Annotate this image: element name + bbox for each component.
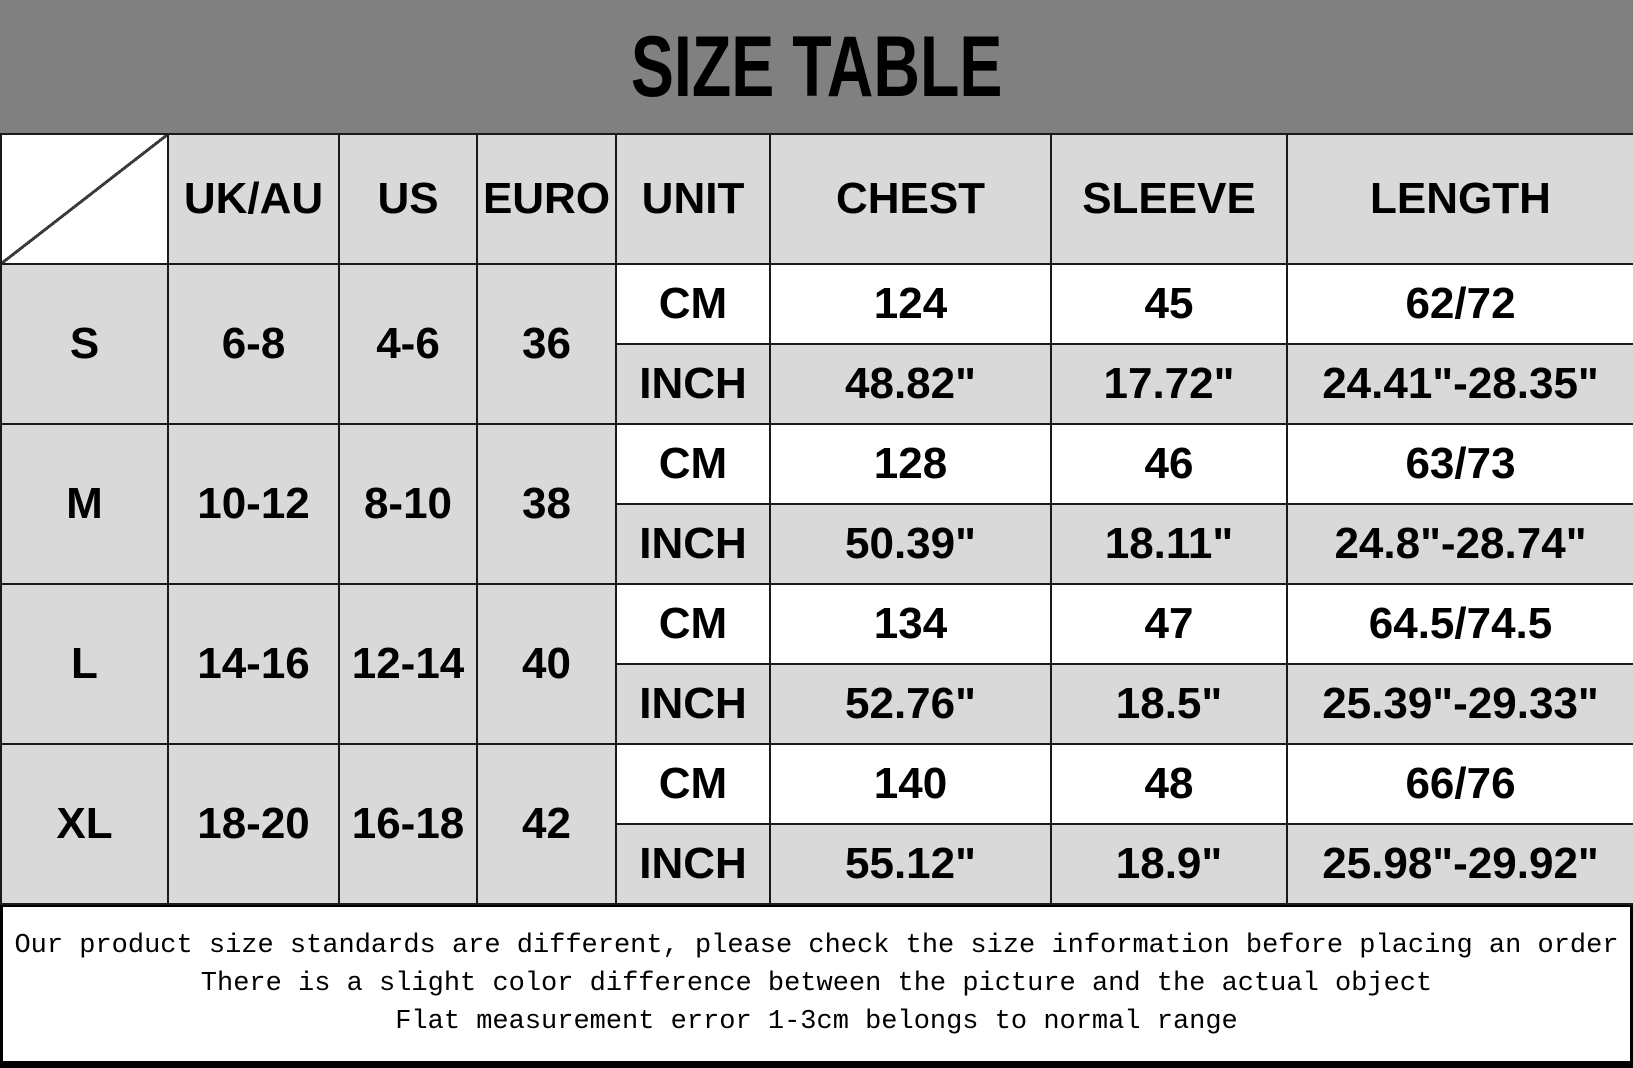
sleeve-cm-cell: 48 bbox=[1051, 744, 1287, 824]
col-header-chest: CHEST bbox=[770, 134, 1051, 264]
note-line: Our product size standards are different, please check the size information before placing an order bbox=[14, 931, 1619, 961]
size-cell: M bbox=[1, 424, 168, 584]
uk-au-cell: 10-12 bbox=[168, 424, 339, 584]
length-cm-cell: 63/73 bbox=[1287, 424, 1633, 504]
euro-cell: 38 bbox=[477, 424, 616, 584]
page-title: SIZE TABLE bbox=[630, 18, 1003, 115]
size-table bbox=[0, 133, 1633, 905]
us-cell: 8-10 bbox=[339, 424, 477, 584]
chest-inch-cell: 52.76" bbox=[770, 664, 1051, 744]
length-cm-cell: 66/76 bbox=[1287, 744, 1633, 824]
sleeve-inch-cell: 18.11" bbox=[1051, 504, 1287, 584]
uk-au-cell: 14-16 bbox=[168, 584, 339, 744]
sleeve-cm-cell: 45 bbox=[1051, 264, 1287, 344]
unit-inch-cell: INCH bbox=[616, 824, 770, 904]
sleeve-cm-cell: 47 bbox=[1051, 584, 1287, 664]
uk-au-cell: 6-8 bbox=[168, 264, 339, 424]
length-cm-cell: 64.5/74.5 bbox=[1287, 584, 1633, 664]
unit-cm-cell: CM bbox=[616, 584, 770, 664]
chest-inch-cell: 55.12" bbox=[770, 824, 1051, 904]
length-inch-cell: 25.39"-29.33" bbox=[1287, 664, 1633, 744]
diagonal-corner-cell bbox=[1, 134, 168, 264]
unit-cm-cell: CM bbox=[616, 424, 770, 504]
disclaimer-notes bbox=[0, 905, 1633, 1068]
sleeve-cm-cell: 46 bbox=[1051, 424, 1287, 504]
col-header-sleeve: SLEEVE bbox=[1051, 134, 1287, 264]
uk-au-cell: 18-20 bbox=[168, 744, 339, 904]
unit-inch-cell: INCH bbox=[616, 344, 770, 424]
length-inch-cell: 25.98"-29.92" bbox=[1287, 824, 1633, 904]
chest-cm-cell: 140 bbox=[770, 744, 1051, 824]
size-row-cm bbox=[1, 424, 1633, 504]
sleeve-inch-cell: 17.72" bbox=[1051, 344, 1287, 424]
sleeve-inch-cell: 18.5" bbox=[1051, 664, 1287, 744]
col-header-unit: UNIT bbox=[616, 134, 770, 264]
us-cell: 16-18 bbox=[339, 744, 477, 904]
size-cell: XL bbox=[1, 744, 168, 904]
size-cell: S bbox=[1, 264, 168, 424]
chest-inch-cell: 50.39" bbox=[770, 504, 1051, 584]
col-header-length: LENGTH bbox=[1287, 134, 1633, 264]
col-header-euro: EURO bbox=[477, 134, 616, 264]
length-inch-cell: 24.41"-28.35" bbox=[1287, 344, 1633, 424]
sleeve-inch-cell: 18.9" bbox=[1051, 824, 1287, 904]
chest-cm-cell: 128 bbox=[770, 424, 1051, 504]
us-cell: 4-6 bbox=[339, 264, 477, 424]
unit-inch-cell: INCH bbox=[616, 664, 770, 744]
chest-inch-cell: 48.82" bbox=[770, 344, 1051, 424]
length-inch-cell: 24.8"-28.74" bbox=[1287, 504, 1633, 584]
euro-cell: 40 bbox=[477, 584, 616, 744]
header-row bbox=[1, 134, 1633, 264]
length-cm-cell: 62/72 bbox=[1287, 264, 1633, 344]
euro-cell: 42 bbox=[477, 744, 616, 904]
col-header-us: US bbox=[339, 134, 477, 264]
euro-cell: 36 bbox=[477, 264, 616, 424]
title-bar bbox=[0, 0, 1633, 133]
size-row-cm bbox=[1, 264, 1633, 344]
us-cell: 12-14 bbox=[339, 584, 477, 744]
note-line: Flat measurement error 1-3cm belongs to normal range bbox=[395, 1007, 1238, 1037]
chest-cm-cell: 134 bbox=[770, 584, 1051, 664]
size-row-cm bbox=[1, 744, 1633, 824]
size-row-cm bbox=[1, 584, 1633, 664]
size-cell: L bbox=[1, 584, 168, 744]
note-line: There is a slight color difference between the picture and the actual object bbox=[200, 969, 1433, 999]
unit-cm-cell: CM bbox=[616, 264, 770, 344]
unit-cm-cell: CM bbox=[616, 744, 770, 824]
col-header-uk-au: UK/AU bbox=[168, 134, 339, 264]
unit-inch-cell: INCH bbox=[616, 504, 770, 584]
chest-cm-cell: 124 bbox=[770, 264, 1051, 344]
